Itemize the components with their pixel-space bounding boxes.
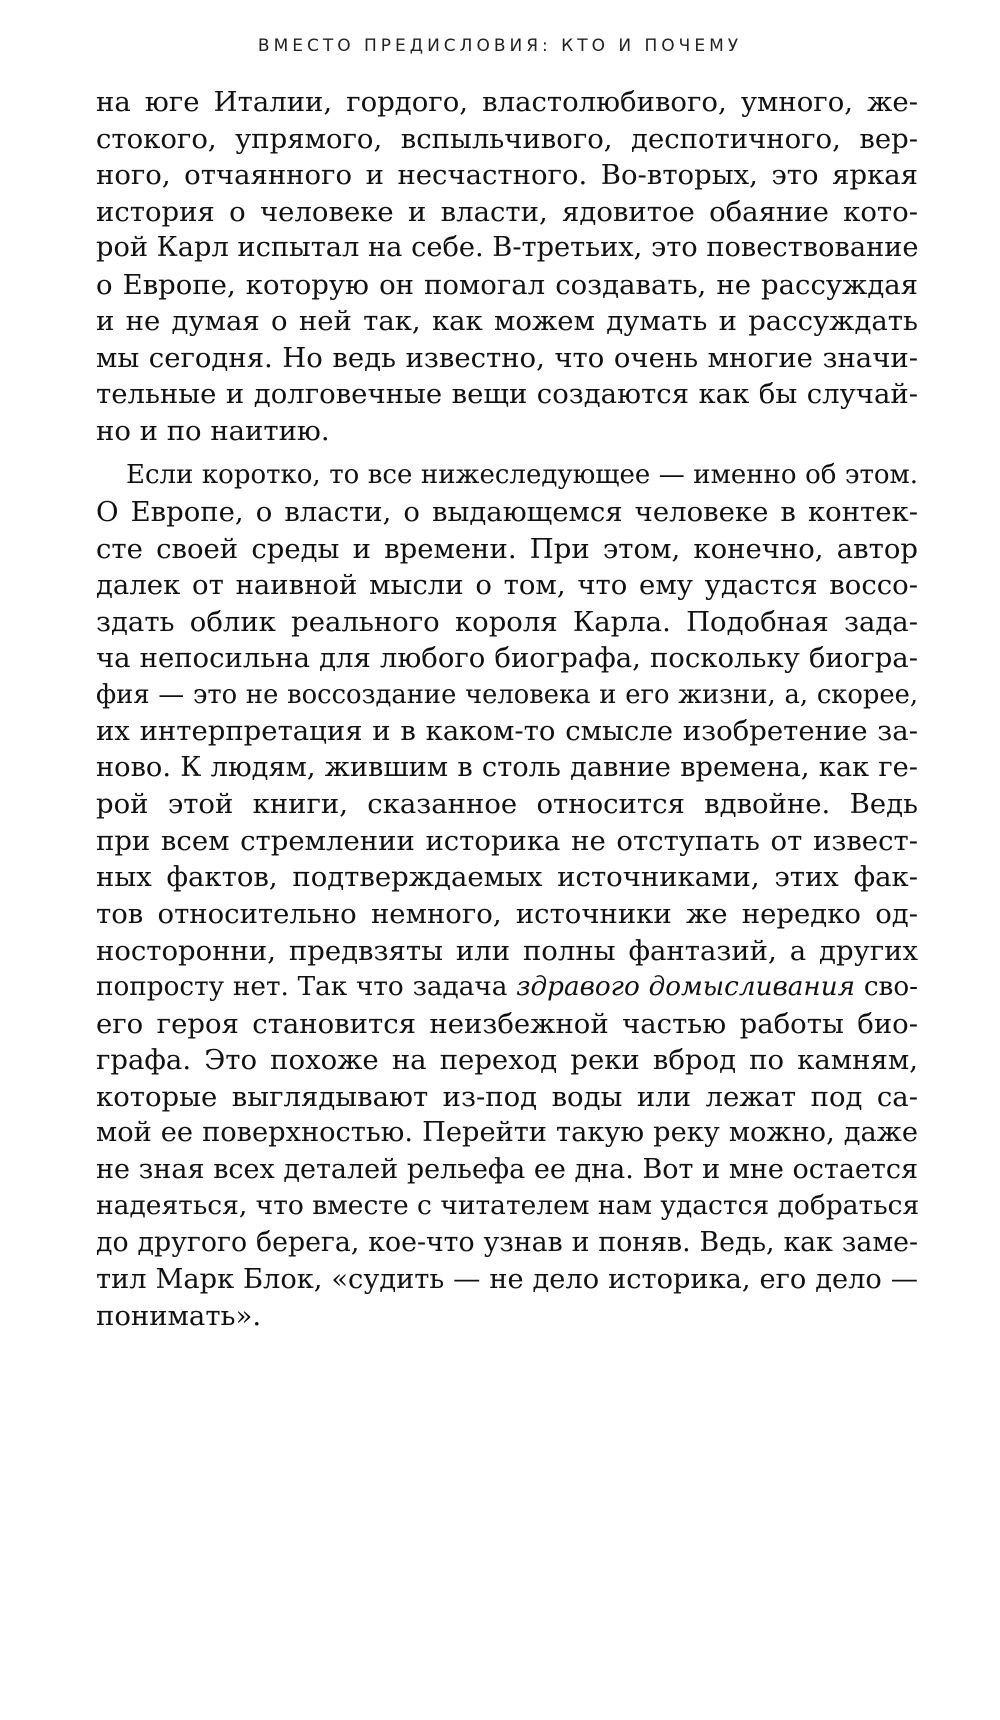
running-head: ВМЕСТО ПРЕДИСЛОВИЯ: КТО И ПОЧЕМУ: [257, 36, 743, 56]
text-line: мы сегодня. Но ведь известно, что очень многие значи-: [96, 341, 918, 374]
text-line: которые выглядывают из-под воды или лежат под са-: [96, 1080, 918, 1113]
text-line: понимать».: [96, 1300, 262, 1333]
text-line: ных фактов, подтверждаемых источниками, этих фак-: [96, 861, 918, 894]
text-line: тельные и долговечные вещи создаются как бы случай-: [96, 378, 918, 411]
text-line: надеяться, что вместе с читателем нам удастся добраться: [96, 1190, 920, 1222]
text-line: ча непосильна для любого биографа, поскольку биогра-: [96, 642, 918, 675]
text-line: фия — это не воссоздание человека и его жизни, а, скорее,: [96, 679, 918, 710]
text-line: О Европе, о власти, о выдающемся человеке в контек-: [96, 496, 918, 529]
italic-phrase: здравого домысливания: [516, 972, 855, 1003]
text-line: до другого берега, кое-что узнав и поняв. Ведь, как заме-: [96, 1226, 918, 1258]
text-line: ново. К людям, жившим в столь давние времена, как ге-: [96, 751, 918, 783]
text-line: при всем стремлении историка не отступать от извест-: [96, 824, 918, 857]
text-line: Если коротко, то все нижеследующее — именно об этом.: [126, 460, 918, 491]
text-line: но и по наитию.: [96, 414, 330, 447]
text-line: его героя становится неизбежной частью работы био-: [96, 1007, 918, 1040]
body-text: [96, 84, 918, 1335]
text-line: рой Карл испытал на себе. В-третьих, это повествование: [96, 232, 919, 264]
text-line: тил Марк Блок, «судить — не дело историка, его дело —: [96, 1263, 918, 1295]
text-line: сте своей среды и времени. При этом, конечно, автор: [96, 532, 918, 565]
text-line: их интерпретация и в каком-то смысле изобретение за-: [96, 715, 918, 748]
text-line: история о человеке и власти, ядовитое обаяние кото-: [96, 195, 918, 228]
text-line: далек от наивной мысли о том, что ему удастся воссо-: [96, 569, 918, 602]
text-line: о Европе, которую он помогал создавать, не рассуждая: [96, 268, 918, 301]
text-line-with-italic: [96, 969, 918, 1006]
text-line: и не думая о ней так, как можем думать и рассуждать: [96, 305, 918, 338]
text-line: на юге Италии, гордого, властолюбивого, умного, же-: [96, 86, 918, 118]
paragraph-2: [96, 457, 918, 1334]
text-line: носторонни, предвзяты или полны фантазий, а других: [96, 934, 918, 967]
text-segment: попросту нет. Так что задача: [96, 972, 517, 1003]
text-line: не зная всех деталей рельефа ее дна. Вот и мне остается: [96, 1153, 918, 1185]
paragraph-1: [96, 84, 918, 449]
text-segment: сво-: [855, 972, 918, 1003]
text-line: стокого, упрямого, вспыльчивого, деспотичного, вер-: [96, 122, 918, 155]
text-line: рой этой книги, сказанное относится вдвойне. Ведь: [96, 788, 918, 821]
text-line: мой ее поверхностью. Перейти такую реку можно, даже: [96, 1117, 918, 1149]
text-line: ного, отчаянного и несчастного. Во-вторых, это яркая: [96, 159, 918, 192]
text-line: здать облик реального короля Карла. Подобная зада-: [96, 605, 918, 638]
text-line: графа. Это похоже на переход реки вброд по камням,: [96, 1044, 918, 1077]
text-line: тов относительно немного, источники же нередко од-: [96, 898, 918, 931]
